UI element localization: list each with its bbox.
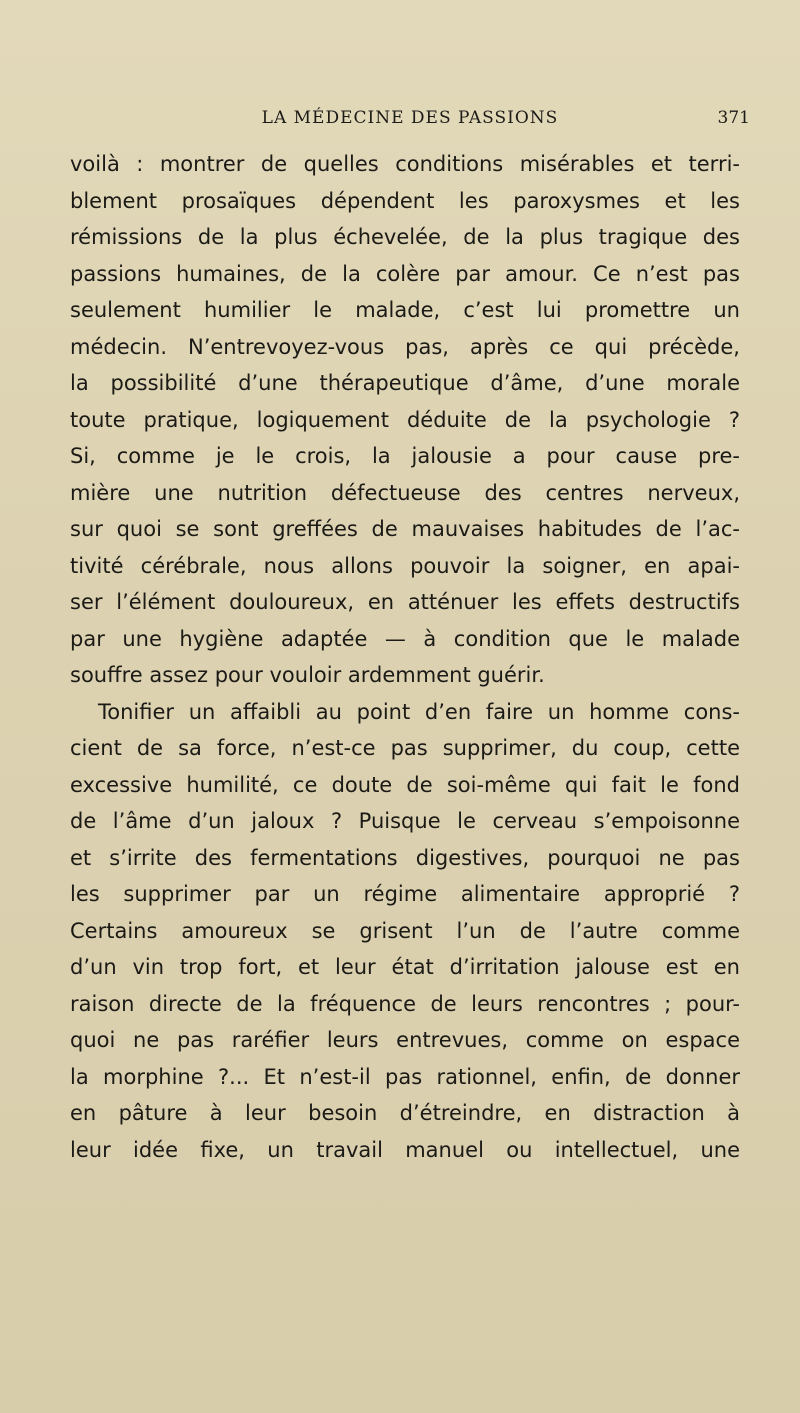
text-line: excessive humilité, ce doute de soi-même qui fait le fond [70, 772, 740, 797]
text-line: ser l’élément douloureux, en atténuer les effets destructifs [70, 590, 740, 614]
text-line: raison directe de la fréquence de leurs rencontres ; pour- [70, 991, 740, 1016]
text-line: quoi ne pas raréfier leurs entrevues, comme on espace [70, 1028, 740, 1052]
text-line: Si, comme je le crois, la jalousie a pour cause pre- [70, 444, 740, 468]
text-line: et s’irrite des fermentations digestives, pourquoi ne pas [70, 845, 740, 870]
text-line: en pâture à leur besoin d’étreindre, en distraction à [70, 1101, 740, 1125]
text-line: cient de sa force, n’est-ce pas supprimer, du coup, cette [70, 736, 740, 760]
text-line: souffre assez pour vouloir ardemment guérir. [70, 663, 545, 687]
text-line: la possibilité d’une thérapeutique d’âme, d’une morale [70, 371, 740, 395]
page-number: 371 [717, 108, 750, 128]
text-line: voilà : montrer de quelles conditions misérables et terri- [70, 152, 740, 176]
text-line: rémissions de la plus échevelée, de la plus tragique des [70, 225, 740, 249]
text-line: passions humaines, de la colère par amour. Ce n’est pas [70, 261, 740, 286]
text-line: mière une nutrition défectueuse des centres nerveux, [70, 480, 740, 505]
text-line: la morphine ?... Et n’est-il pas rationnel, enfin, de donner [70, 1064, 740, 1089]
text-line: par une hygiène adaptée — à condition que le malade [70, 626, 740, 651]
text-line: d’un vin trop fort, et leur état d’irritation jalouse est en [70, 955, 740, 979]
text-line: sur quoi se sont greffées de mauvaises habitudes de l’ac- [70, 517, 740, 541]
text-line: Tonifier un affaibli au point d’en faire un homme cons- [98, 699, 740, 724]
running-head: LA MÉDECINE DES PASSIONS [261, 108, 559, 128]
text-line: blement prosaïques dépendent les paroxysmes et les [70, 188, 740, 213]
page-header [70, 108, 750, 136]
body-text [70, 146, 740, 1168]
text-line: leur idée fixe, un travail manuel ou intellectuel, une [70, 1137, 740, 1162]
text-line: les supprimer par un régime alimentaire approprié ? [70, 882, 740, 906]
text-line: tivité cérébrale, nous allons pouvoir la soigner, en apai- [70, 553, 740, 578]
text-line: de l’âme d’un jaloux ? Puisque le cerveau s’empoisonne [70, 809, 740, 833]
text-line: Certains amoureux se grisent l’un de l’autre comme [70, 918, 740, 943]
text-line: seulement humilier le malade, c’est lui promettre un [70, 298, 740, 322]
text-line: médecin. N’entrevoyez-vous pas, après ce qui précède, [70, 334, 740, 359]
text-line: toute pratique, logiquement déduite de la psychologie ? [70, 407, 740, 432]
